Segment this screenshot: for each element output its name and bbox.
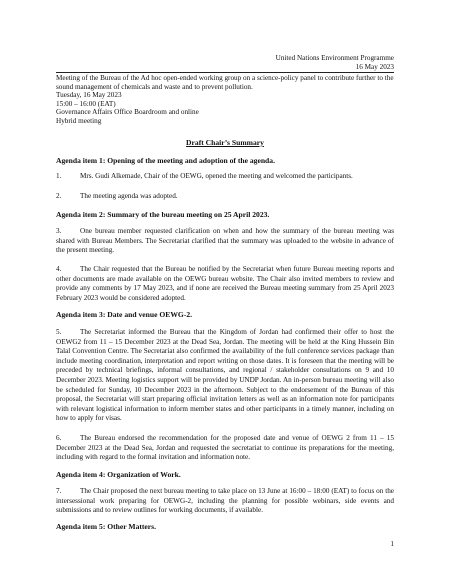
meeting-day: Tuesday, 16 May 2023 [56, 91, 122, 100]
paragraph-number: 5. [56, 328, 62, 336]
paragraph-1 [56, 172, 394, 182]
meeting-time: 15:00 – 16:00 (EAT) [56, 99, 116, 108]
header-block [276, 54, 394, 71]
meeting-location: Governance Affairs Office Boardroom and online [56, 108, 199, 117]
paragraph-7 [56, 487, 394, 516]
paragraph-3 [56, 227, 394, 256]
agenda-item-4-heading: Agenda item 4: Organization of Work. [56, 470, 181, 479]
paragraph-number: 2. [56, 192, 62, 200]
paragraph-number: 7. [56, 487, 62, 495]
paragraph-6 [56, 434, 394, 463]
meeting-format: Hybrid meeting [56, 116, 102, 125]
meeting-description: Meeting of the Bureau of the Ad hoc open-ended working group on a science-policy panel to contribute further to the sound management of chemicals and waste and to prevent pollution. [56, 74, 394, 91]
agenda-item-5-heading: Agenda item 5: Other Matters. [56, 522, 157, 531]
paragraph-text: The Chair requested that the Bureau be notified by the Secretariat when future Bureau meeting reports and other documents are made available on the OEWG bureau website. The Chair also invited members to review and provide any comments by 17 May 2023, and if none are received the Bureau meeting summary from 25 April 2023 February 2023 would be considered adopted. [56, 265, 394, 302]
paragraph-number: 4. [56, 265, 62, 273]
organization-name: United Nations Environment Programme [275, 54, 394, 62]
paragraph-5 [56, 328, 394, 424]
header-divider [56, 72, 394, 73]
agenda-item-2-heading: Agenda item 2: Summary of the bureau meeting on 25 April 2023. [56, 210, 270, 219]
agenda-item-3-heading: Agenda item 3: Date and venue OEWG-2. [56, 310, 193, 319]
paragraph-text: The meeting agenda was adopted. [80, 192, 178, 200]
document-title: Draft Chair’s Summary [186, 138, 264, 147]
paragraph-number: 1. [56, 172, 62, 180]
paragraph-2 [56, 192, 394, 202]
paragraph-4 [56, 265, 394, 303]
paragraph-text: The Bureau endorsed the recommendation for the proposed date and venue of OEWG 2 from 11 – 15 December 2023 at the Dead Sea, Jordan and requested the secretariat to continue its preparations for the meeting, including with regard to the formal invitation and information note. [56, 434, 394, 462]
paragraph-text: One bureau member requested clarification on when and how the summary of the bureau meeting was shared with Bureau Members. The Secretariat clarified that the summary was uploaded to the website in advance of the present meeting. [56, 227, 394, 255]
paragraph-number: 6. [56, 434, 62, 442]
agenda-item-1-heading: Agenda item 1: Opening of the meeting and adoption of the agenda. [56, 156, 275, 165]
page-number: 1 [390, 540, 394, 548]
paragraph-text: The Secretariat informed the Bureau that the Kingdom of Jordan had confirmed their offer to host the OEWG2 from 11 – 15 December 2023 at the Dead Sea, Jordan. The meeting will be held at the King Hussein Bin Talal Convention Centre. The Secretariat also confirmed the availability of the full conference services package than include meeting coordination, interpretation and report writing on those dates. It is foreseen that the meeting will be preceded by technical briefings, informal consultations, and regional / stakeholder consultations on 9 and 10 December 2023. Meeting logistics support will be provided by UNDP Jordan. An in-person bureau meeting will also be scheduled for Sunday, 10 December 2023 in the afternoon. Subject to the endorsement of the Bureau of this proposal, the Secretariat will start preparing official invitation letters as well as an information note for participants with relevant logistical information to inform member states and other participants in a timely manner, including on how to apply for visas. [56, 328, 394, 423]
paragraph-text: Mrs. Gudi Alkemade, Chair of the OEWG, opened the meeting and welcomed the participants. [80, 172, 353, 180]
paragraph-text: The Chair proposed the next bureau meeting to take place on 13 June at 16:00 – 18:00 (EAT) to focus on the intersessional work preparing for OEWG-2, including the planning for possible webinars, side events and submissions and to review outlines for working documents, if available. [56, 487, 394, 515]
paragraph-number: 3. [56, 227, 62, 235]
meeting-details [56, 74, 394, 126]
document-date: 16 May 2023 [355, 62, 394, 71]
